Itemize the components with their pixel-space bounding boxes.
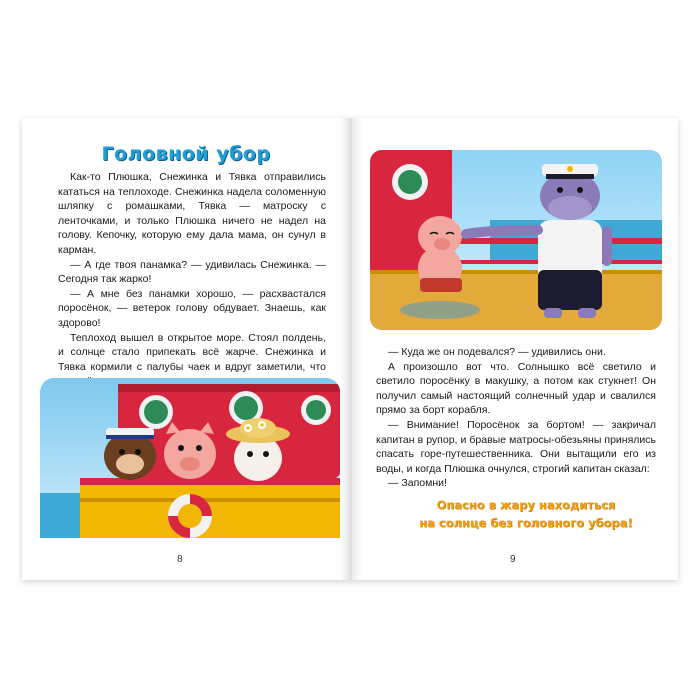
left-page [22,118,350,580]
page-title: Головной убор [101,143,271,165]
paragraph: — А мне без панамки хорошо, — расхвастался поросёнок, — ветерок голову обдувает. Знаешь, как здорово! [58,287,326,329]
captain-and-piglet-illustration [370,150,662,330]
right-story-text [376,345,656,491]
paragraph: — Внимание! Поросёнок за бортом! — закричал капитан в рупор, и бравые матросы-обезьяны принялись спасать горе-путешественника. Они вытащили его из воды, и когда Плюшка очнулся, строгий капитан сказал: [376,418,656,475]
paragraph: Как-то Плюшка, Снежинка и Тявка отправились кататься на теплоходе. Снежинка надела соломенную шляпку с ромашками, Тявка — матроску с ленточками, и только Плюшка ничего не надел на голову. Кепочку, которую ему дала мама, он сунул в карман. [58,171,326,256]
ship-deck-illustration [40,378,340,538]
moral-line: на солнце без головного убора! [419,516,633,530]
paragraph: — Запомни! [388,477,447,490]
book-spread [22,118,678,580]
moral-line: Опасно в жару находиться [436,498,616,512]
paragraph: — Куда же он подевался? — удивились они. [388,346,606,358]
page-number: 8 [177,554,183,565]
illustration-hippo-captain [370,150,662,330]
paragraph: А произошло вот что. Солнышко всё светило и светило поросёнку в макушку, а потом как стукнет! Он получил самый настоящий солнечный удар и свалился прямо за борт корабля. [376,360,656,417]
moral-text [376,496,676,532]
illustration-animals-on-deck [40,378,340,538]
right-page [350,118,678,580]
paragraph: — А где твоя панамка? — удивилась Снежинка. — Сегодня так жарко! [58,258,326,286]
paragraph: Теплоход вышел в открытое море. Стоял полдень, и солнце стало припекать всё жарче. Снежинка и Тявка кормили с палубы чаек и вдруг заметили, что [58,331,326,373]
left-story-text [58,170,326,389]
page-number: 9 [510,554,516,565]
